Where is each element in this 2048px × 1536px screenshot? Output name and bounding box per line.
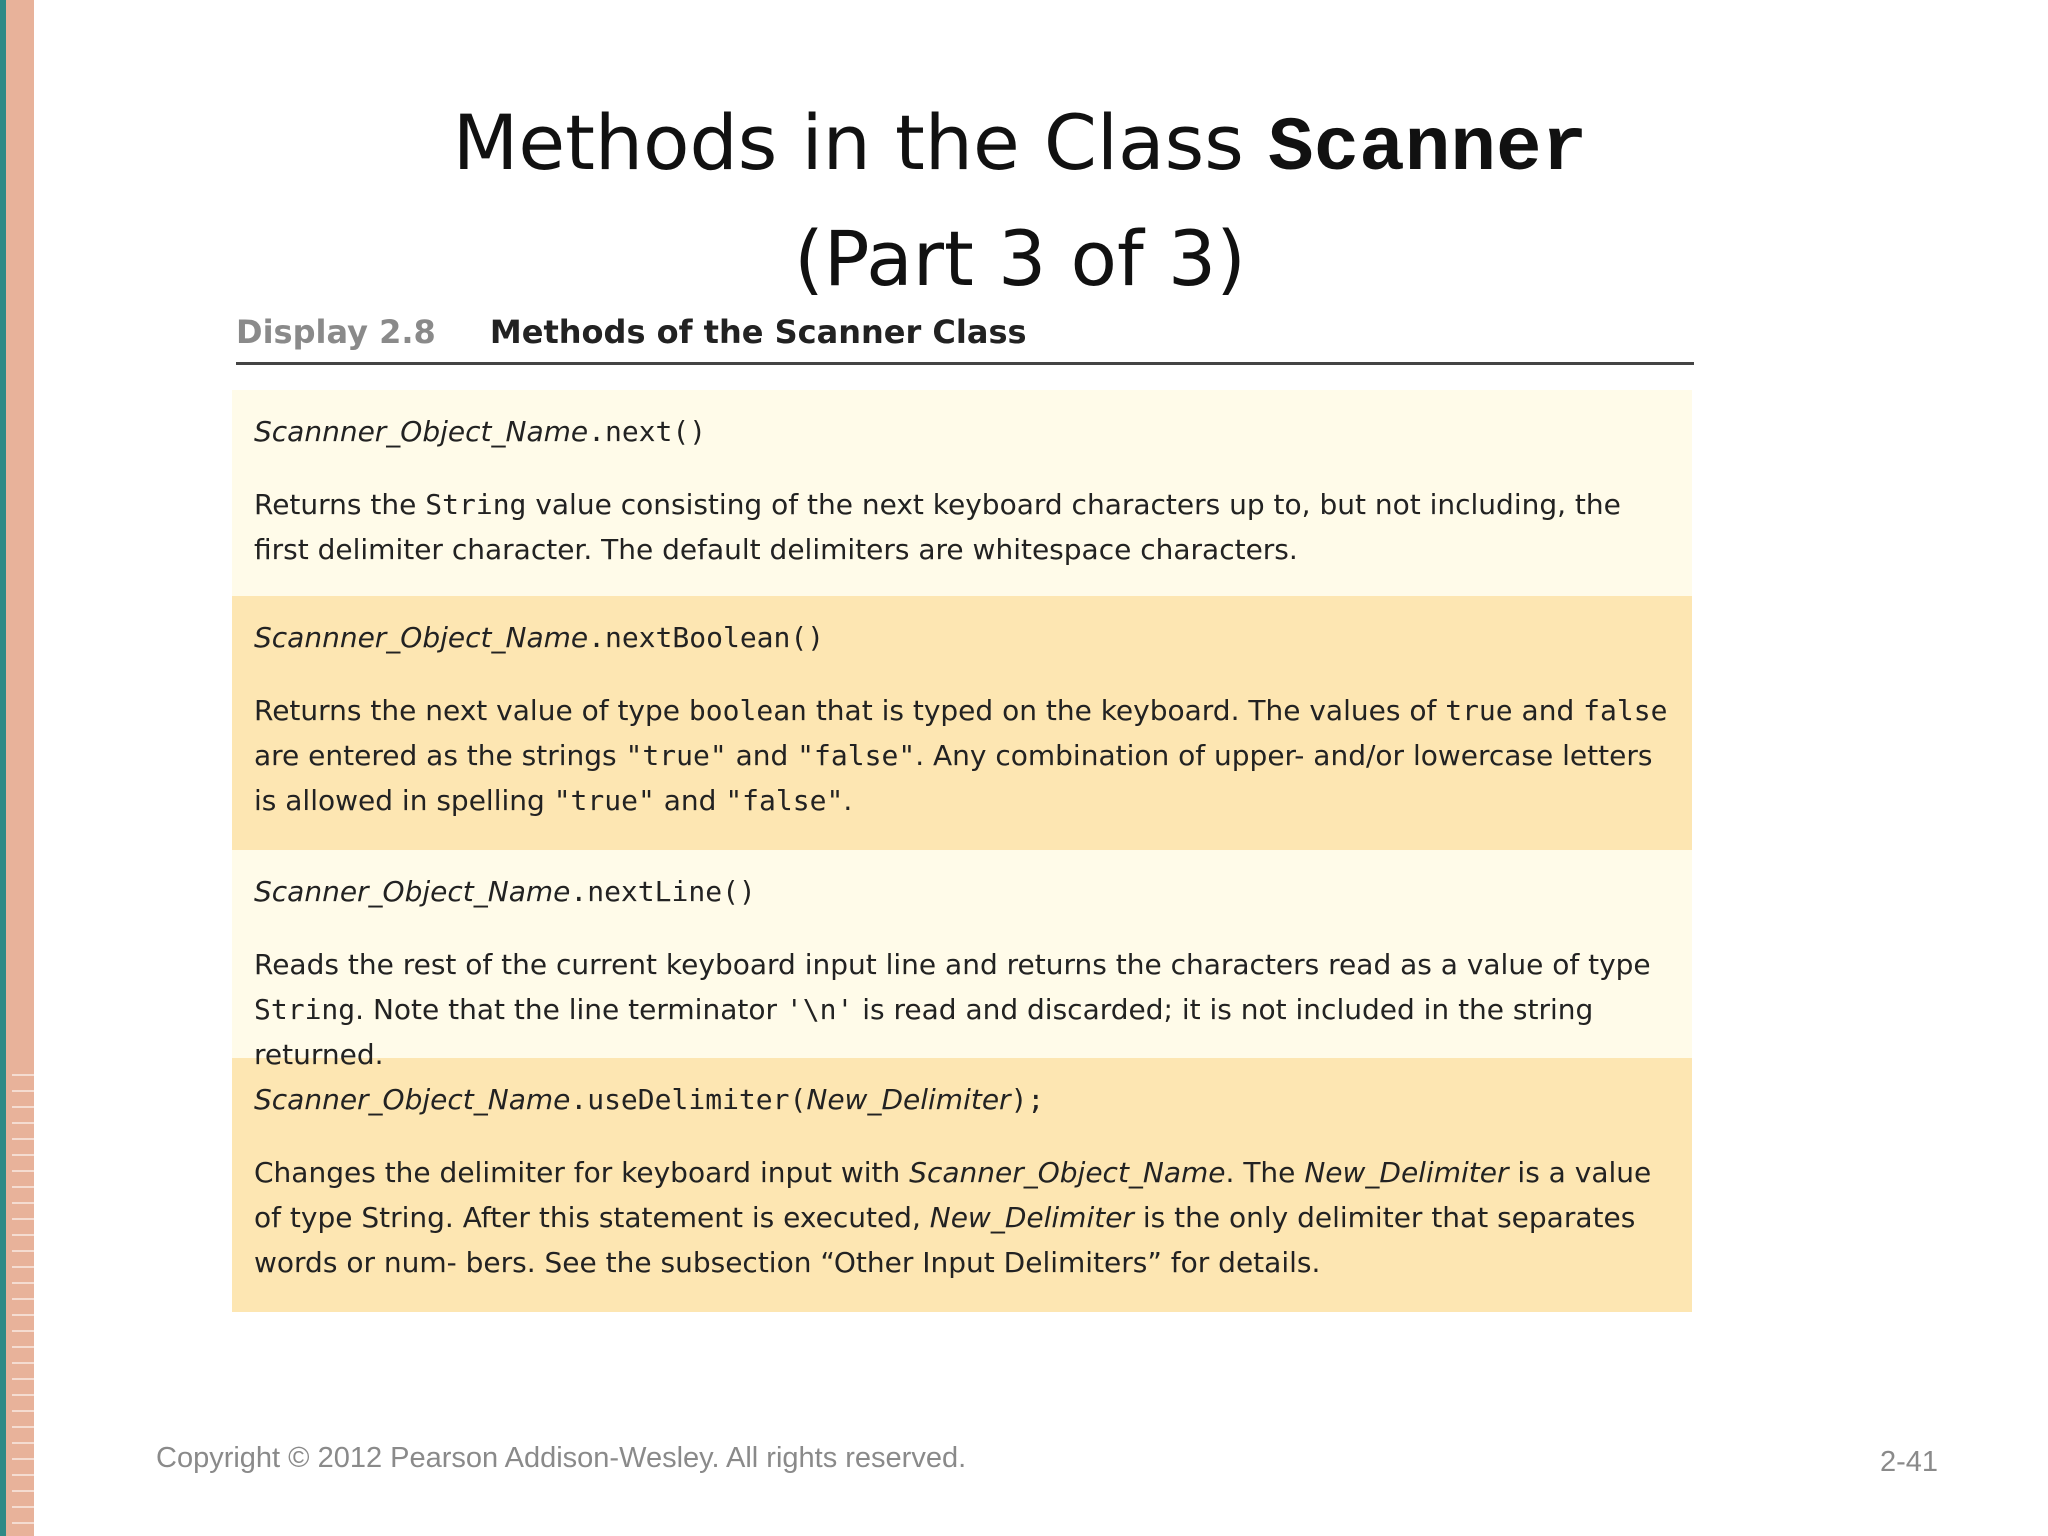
method-description — [254, 942, 1670, 1077]
title-line-1 — [160, 88, 1880, 204]
object-name: Scannner_Object_Name — [254, 415, 589, 448]
title-prefix: Methods in the Class — [452, 98, 1268, 187]
description-text: is the only delimiter that separates words or num- bers. See the subsection “Other Input Delimiters” for details. — [254, 1201, 1636, 1279]
code-term: true — [1445, 694, 1513, 727]
code-term: "false" — [797, 739, 916, 772]
method-argument: New_Delimiter — [806, 1083, 1011, 1116]
method-call: .nextBoolean() — [588, 621, 825, 654]
method-description — [254, 688, 1670, 823]
method-call: .next() — [588, 415, 707, 448]
method-row-next — [232, 390, 1692, 596]
title-line-2: (Part 3 of 3) — [794, 214, 1246, 303]
method-call-end: ); — [1010, 1083, 1045, 1116]
code-term: '\n' — [785, 993, 854, 1026]
method-call: .useDelimiter( — [570, 1083, 807, 1116]
italic-term: Scanner_Object_Name — [909, 1156, 1226, 1189]
copyright-text: Copyright © 2012 Pearson Addison-Wesley. All rights reserved. — [156, 1442, 967, 1474]
methods-table — [232, 390, 1692, 1312]
code-term: "false" — [725, 784, 844, 817]
object-name: Scanner_Object_Name — [254, 875, 571, 908]
object-name: Scannner_Object_Name — [254, 621, 589, 654]
description-text: . — [843, 784, 853, 817]
description-text: and — [654, 784, 726, 817]
code-term: "true" — [625, 739, 727, 772]
method-row-usedelimiter — [232, 1058, 1692, 1312]
page-number: 2-41 — [1879, 1446, 1938, 1478]
method-signature — [254, 864, 1670, 920]
method-call: .nextLine() — [570, 875, 756, 908]
display-label: Display 2.8 — [236, 313, 436, 351]
code-term: String — [425, 488, 527, 521]
method-description — [254, 1150, 1670, 1285]
description-text: . Note that the line terminator — [355, 993, 786, 1026]
title-class-name: Scanner — [1267, 106, 1588, 192]
description-text: that is typed on the keyboard. The values of — [806, 694, 1446, 727]
slide-title — [160, 88, 1880, 314]
code-term: false — [1583, 694, 1668, 727]
code-term: String — [254, 993, 356, 1026]
left-decorative-stripe — [0, 0, 34, 1536]
description-text: Returns the — [254, 488, 426, 521]
italic-term: New_Delimiter — [929, 1201, 1134, 1234]
description-text: value consisting of the next keyboard characters up to, but not including, the first delimiter character. The default delimiters are whitespace characters. — [254, 488, 1621, 566]
method-description — [254, 482, 1670, 572]
description-text: Changes the delimiter for keyboard input with — [254, 1156, 910, 1189]
method-signature — [254, 1072, 1670, 1128]
method-signature — [254, 610, 1670, 666]
stripe-pattern — [12, 1060, 40, 1536]
description-text: is read and discarded; it is not included in the string returned. — [254, 993, 1594, 1071]
method-signature — [254, 404, 1670, 460]
description-text: . The — [1225, 1156, 1305, 1189]
method-row-nextline — [232, 850, 1692, 1071]
description-text: Returns the next value of type — [254, 694, 689, 727]
method-row-nextboolean — [232, 596, 1692, 850]
description-text: and — [1512, 694, 1584, 727]
description-text: is a value of type String. After this statement is executed, — [254, 1156, 1652, 1234]
code-term: boolean — [688, 694, 807, 727]
description-text: are entered as the strings — [254, 739, 626, 772]
description-text: . Any combination of upper- and/or lowercase letters is allowed in spelling — [254, 739, 1653, 817]
display-header — [236, 308, 1694, 365]
object-name: Scanner_Object_Name — [254, 1083, 571, 1116]
description-text: and — [726, 739, 798, 772]
code-term: "true" — [553, 784, 655, 817]
display-title: Methods of the Scanner Class — [489, 313, 1027, 351]
italic-term: New_Delimiter — [1304, 1156, 1509, 1189]
description-text: Reads the rest of the current keyboard input line and returns the characters read as a value of type — [254, 948, 1651, 981]
